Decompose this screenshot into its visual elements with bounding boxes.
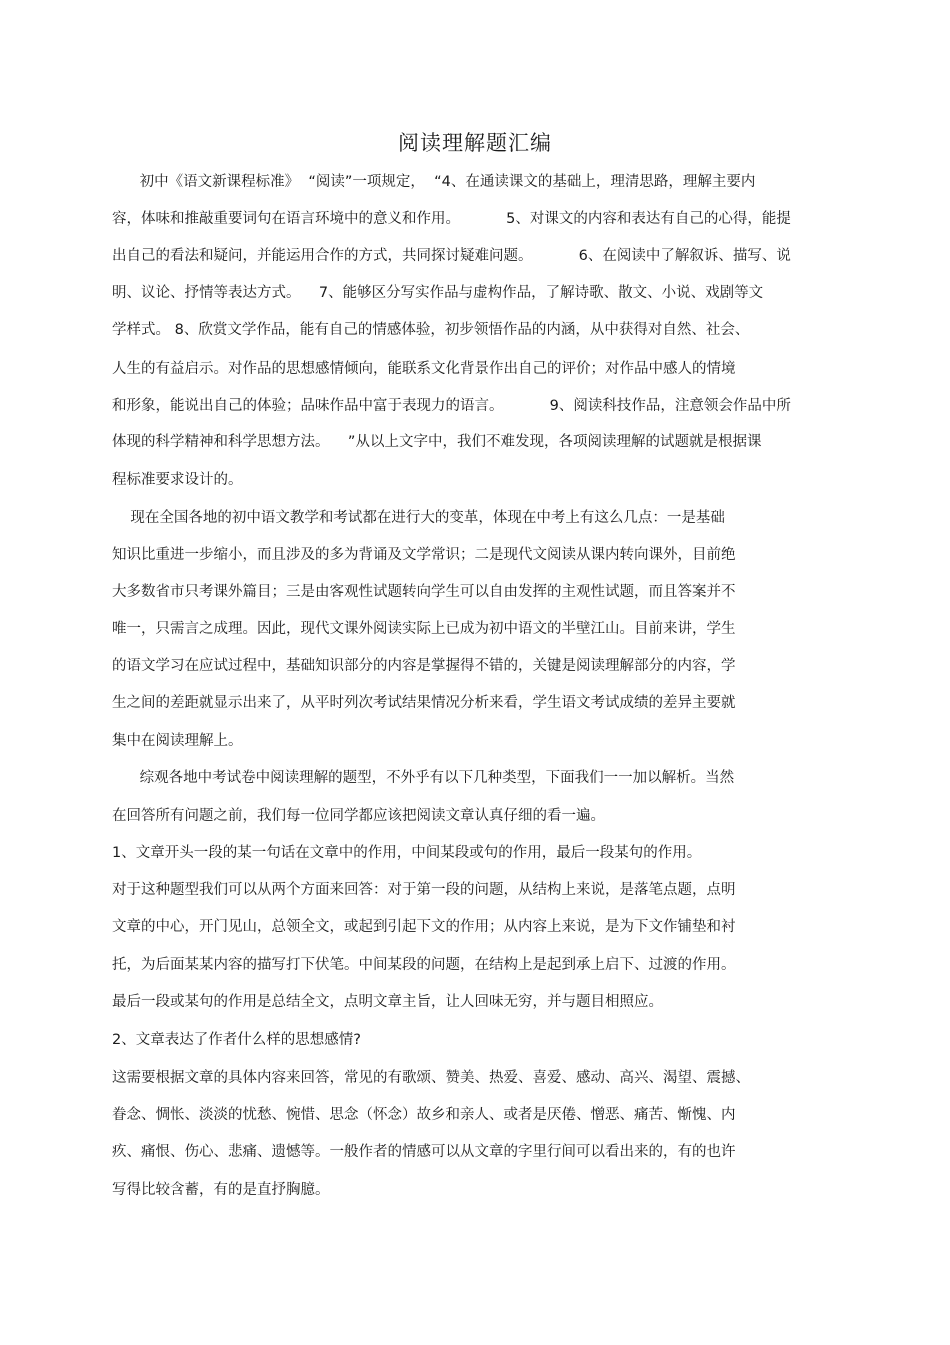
text-line: 对于这种题型我们可以从两个方面来回答：对于第一段的问题，从结构上来说，是落笔点题，点明 [112,882,736,898]
text-line: 体现的科学精神和科学思想方法。 ”从以上文字中，我们不难发现，各项阅读理解的试题就是根据课 [112,434,762,450]
text-line: 学样式。 8、欣赏文学作品，能有自己的情感体验，初步领悟作品的内涵，从中获得对自然、社会、 [112,322,750,338]
text-line: 综观各地中考试卷中阅读理解的题型，不外乎有以下几种类型，下面我们一一加以解析。当然 [112,770,735,786]
text-line: 出自己的看法和疑问，并能运用合作的方式，共同探讨疑难问题。 6、在阅读中了解叙诉、描写、说 [112,248,791,264]
text-line: 1、文章开头一段的某一句话在文章中的作用，中间某段或句的作用，最后一段某句的作用。 [112,845,702,861]
text-line: 的语文学习在应试过程中，基础知识部分的内容是掌握得不错的，关键是阅读理解部分的内容，学 [112,658,736,674]
text-line: 大多数省市只考课外篇目；三是由客观性试题转向学生可以自由发挥的主观性试题，而且答案并不 [112,584,736,600]
text-line: 集中在阅读理解上。 [112,733,243,749]
text-line: 2、文章表达了作者什么样的思想感情? [112,1032,361,1048]
text-line: 程标准要求设计的。 [112,472,243,488]
text-line: 这需要根据文章的具体内容来回答，常见的有歌颂、赞美、热爱、喜爱、感动、高兴、渴望、震撼、 [112,1070,750,1086]
page-title: 阅读理解题汇编 [398,131,552,155]
text-line: 初中《语文新课程标准》 “阅读”一项规定， “4、在通读课文的基础上，理清思路，理解主要内 [112,174,756,190]
text-line: 现在全国各地的初中语文教学和考试都在进行大的变革，体现在中考上有这么几点：一是基础 [112,510,725,526]
text-line: 在回答所有问题之前，我们每一位同学都应该把阅读文章认真仔细的看一遍。 [112,808,605,824]
text-line: 疚、痛恨、伤心、悲痛、遗憾等。一般作者的情感可以从文章的字里行间可以看出来的，有的也许 [112,1144,736,1160]
text-line: 写得比较含蓄，有的是直抒胸臆。 [112,1182,330,1198]
text-line: 眷念、惆怅、淡淡的忧愁、惋惜、思念（怀念）故乡和亲人、或者是厌倦、憎恶、痛苦、惭愧、内 [112,1107,736,1123]
text-line: 明、议论、抒情等表达方式。 7、能够区分写实作品与虚构作品，了解诗歌、散文、小说、戏剧等文 [112,285,764,301]
text-line: 知识比重进一步缩小，而且涉及的多为背诵及文学常识；二是现代文阅读从课内转向课外，目前绝 [112,547,736,563]
text-line: 容，体味和推敲重要词句在语言环境中的意义和作用。 5、对课文的内容和表达有自己的心得，能提 [112,211,791,227]
text-line: 和形象，能说出自己的体验；品味作品中富于表现力的语言。 9、阅读科技作品，注意领会作品中所 [112,398,791,414]
text-line: 文章的中心，开门见山，总领全文，或起到引起下文的作用；从内容上来说，是为下文作铺垫和衬 [112,919,736,935]
text-line: 生之间的差距就显示出来了，从平时列次考试结果情况分析来看，学生语文考试成绩的差异主要就 [112,695,736,711]
text-line: 最后一段或某句的作用是总结全文，点明文章主旨，让人回味无穷，并与题目相照应。 [112,994,663,1010]
text-line: 托，为后面某某内容的描写打下伏笔。中间某段的问题，在结构上是起到承上启下、过渡的作用。 [112,957,736,973]
text-line: 唯一，只需言之成理。因此，现代文课外阅读实际上已成为初中语文的半壁江山。目前来讲，学生 [112,621,736,637]
text-line: 人生的有益启示。对作品的思想感情倾向，能联系文化背景作出自己的评价；对作品中感人的情境 [112,361,736,377]
